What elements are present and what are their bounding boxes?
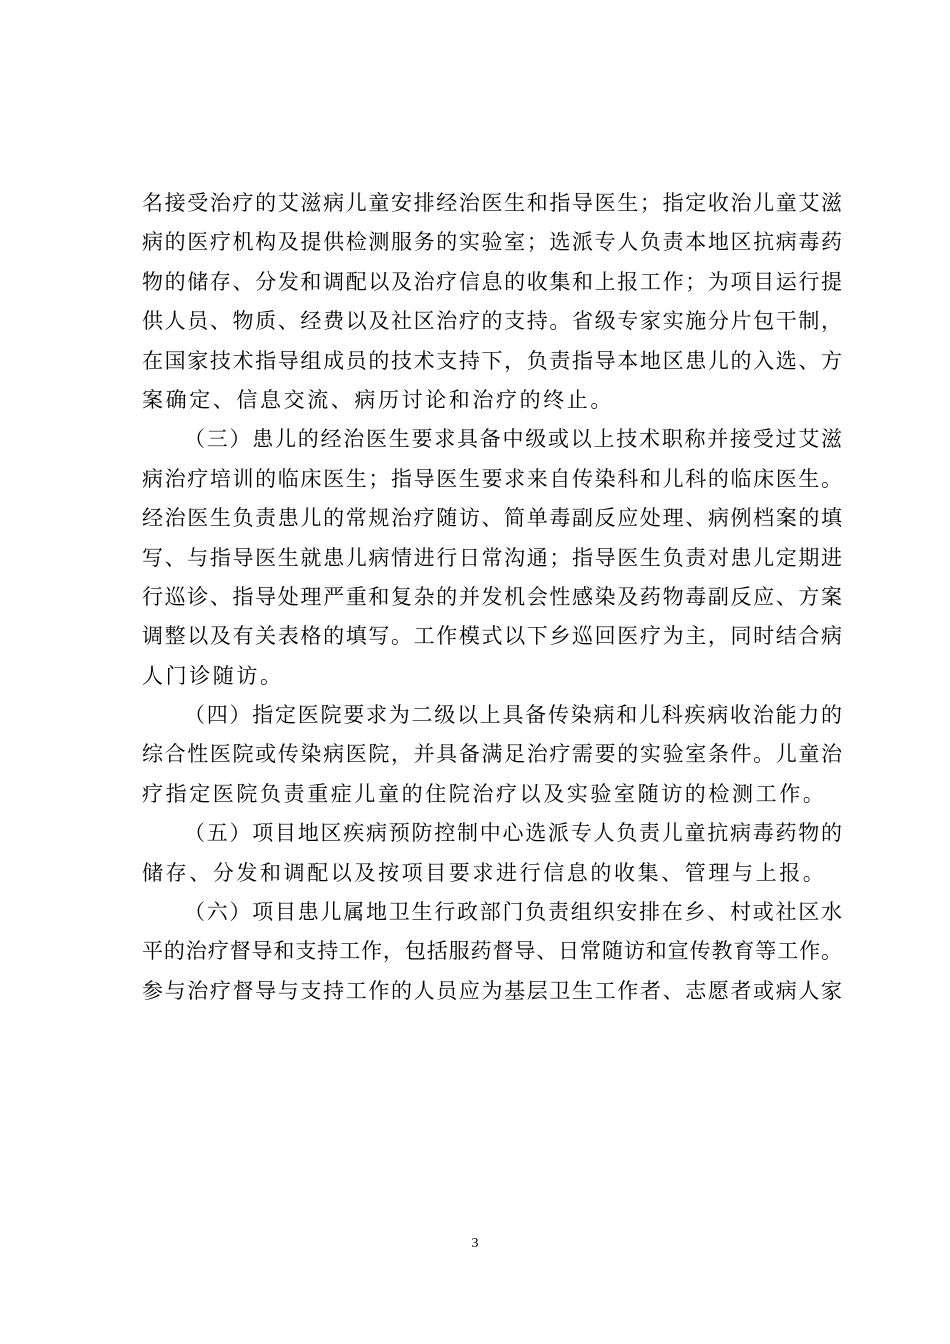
text-line: 参与治疗督导与支持工作的人员应为基层卫生工作者、志愿者或病人家 [142,978,842,1003]
page-number: 3 [471,1236,479,1251]
text-line: 案确定、信息交流、病历讨论和治疗的终止。 [142,387,614,412]
text-line: 疗指定医院负责重症儿童的住院治疗以及实验室随访的检测工作。 [142,781,827,806]
text-line: （五）项目地区疾病预防控制中心选派专人负责儿童抗病毒药物的 [184,821,842,846]
body-text [142,184,842,1011]
text-line: （三）患儿的经治医生要求具备中级或以上技术职称并接受过艾滋 [184,427,842,452]
text-line: 平的治疗督导和支持工作，包括服药督导、日常随访和宣传教育等工作。 [142,939,842,964]
text-line: （四）指定医院要求为二级以上具备传染病和儿科疾病收治能力的 [184,703,842,728]
text-line: 储存、分发和调配以及按项目要求进行信息的收集、管理与上报。 [142,860,827,885]
text-line: 供人员、物质、经费以及社区治疗的支持。省级专家实施分片包干制， [142,309,842,334]
text-line: 行巡诊、指导处理严重和复杂的并发机会性感染及药物毒副反应、方案 [142,584,842,609]
text-line: 病治疗培训的临床医生；指导医生要求来自传染科和儿科的临床医生。 [142,466,842,491]
text-line: 物的储存、分发和调配以及治疗信息的收集和上报工作；为项目运行提 [142,269,842,294]
text-line: 在国家技术指导组成员的技术支持下，负责指导本地区患儿的入选、方 [142,348,842,373]
text-line: 名接受治疗的艾滋病儿童安排经治医生和指导医生；指定收治儿童艾滋 [142,191,842,215]
text-line: 人门诊随访。 [142,663,284,688]
text-line: 经治医生负责患儿的常规治疗随访、简单毒副反应处理、病例档案的填 [142,506,842,531]
text-line: 调整以及有关表格的填写。工作模式以下乡巡回医疗为主，同时结合病 [142,624,842,649]
text-line: （六）项目患儿属地卫生行政部门负责组织安排在乡、村或社区水 [184,900,842,925]
text-line: 写、与指导医生就患儿病情进行日常沟通；指导医生负责对患儿定期进 [142,545,842,570]
text-line: 病的医疗机构及提供检测服务的实验室；选派专人负责本地区抗病毒药 [142,230,842,255]
text-line: 综合性医院或传染病医院，并具备满足治疗需要的实验室条件。儿童治 [142,742,842,767]
